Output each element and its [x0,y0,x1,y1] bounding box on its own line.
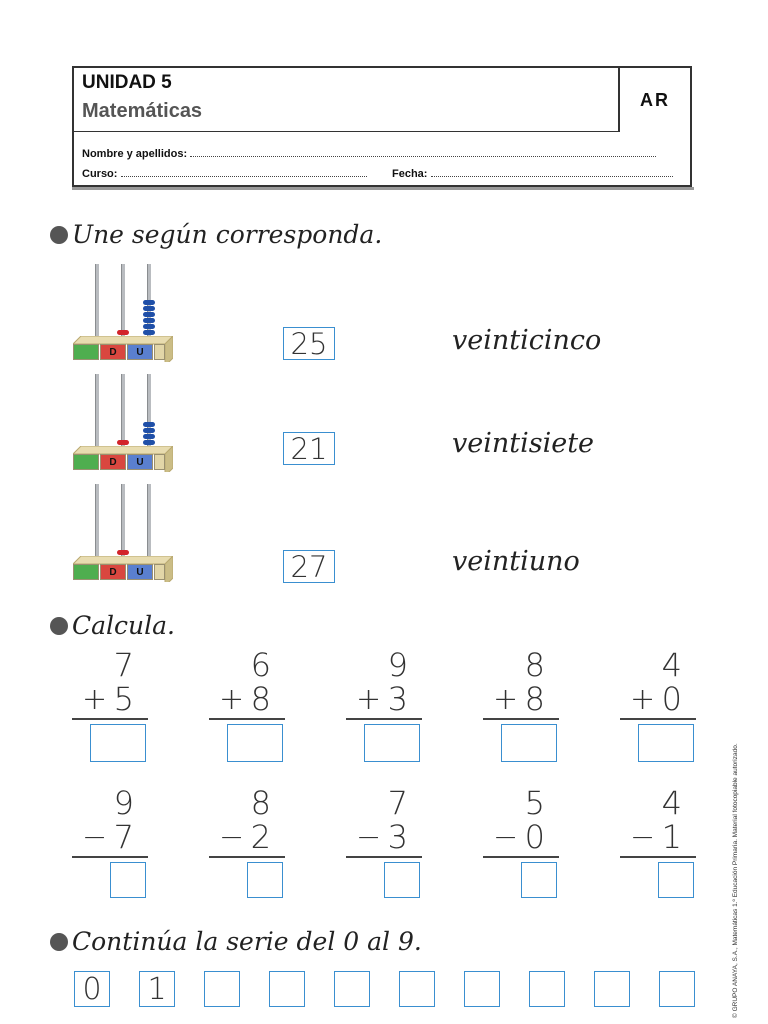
minus-sign: − [493,820,519,855]
instruction-match: Une según corresponda. [72,220,383,249]
tens-bead [117,330,129,335]
word-3[interactable]: veintiuno [452,546,580,577]
addition-problem-3 [346,648,422,788]
hundreds-rod [95,484,99,564]
series-box-7[interactable] [529,971,565,1007]
units-bead [143,422,155,427]
second-operand: 0 [661,680,682,718]
result-line [620,718,696,720]
hundreds-rod [95,264,99,344]
abacus-3 [73,482,173,590]
name-label: Nombre y apellidos: [82,148,188,160]
answer-box[interactable] [364,724,420,762]
number-box-2[interactable]: 21 [283,432,335,465]
units-bead [143,306,155,311]
second-operand: 2 [250,818,271,856]
answer-box[interactable] [501,724,557,762]
tens-bead [117,550,129,555]
answer-box[interactable] [384,862,420,898]
plus-sign: + [356,682,382,717]
second-operand: 3 [387,680,408,718]
first-operand: 5 [524,784,545,822]
series-box-3[interactable] [269,971,305,1007]
word-2[interactable]: veintisiete [452,428,595,459]
level-code: AR [640,89,670,110]
abacus-base-end [154,454,165,470]
units-bead [143,324,155,329]
tens-cell: D [100,344,126,360]
subject-title: Matemáticas [82,100,203,122]
header-box [72,66,692,187]
units-cell: U [127,454,153,470]
result-line [483,718,559,720]
instruction-series: Continúa la serie del 0 al 9. [72,927,422,956]
answer-box[interactable] [521,862,557,898]
hundreds-cell [73,454,99,470]
bullet-icon [50,617,68,635]
answer-box[interactable] [90,724,146,762]
units-bead [143,434,155,439]
abacus-base-end [154,344,165,360]
minus-sign: − [356,820,382,855]
answer-box[interactable] [247,862,283,898]
tens-bead [117,440,129,445]
minus-sign: − [630,820,656,855]
subtraction-problem-3 [346,786,422,926]
addition-problem-4 [483,648,559,788]
course-line [121,168,367,177]
addition-problem-5 [620,648,696,788]
abacus-base [73,342,169,366]
result-line [483,856,559,858]
minus-sign: − [82,820,108,855]
abacus-1 [73,262,173,370]
series-box-4[interactable] [334,971,370,1007]
header-shadow-line [72,187,694,190]
plus-sign: + [219,682,245,717]
plus-sign: + [82,682,108,717]
second-operand: 0 [524,818,545,856]
series-box-0[interactable]: 0 [74,971,110,1007]
number-box-3[interactable]: 27 [283,550,335,583]
instruction-calculate: Calcula. [72,611,175,640]
subtraction-problem-2 [209,786,285,926]
second-operand: 8 [250,680,271,718]
result-line [346,856,422,858]
units-bead [143,440,155,445]
second-operand: 8 [524,680,545,718]
abacus-2 [73,372,173,480]
plus-sign: + [630,682,656,717]
result-line [620,856,696,858]
bullet-icon [50,226,68,244]
series-box-8[interactable] [594,971,630,1007]
minus-sign: − [219,820,245,855]
name-field[interactable] [82,148,656,160]
copyright-note: © GRUPO ANAYA, S.A., Matemáticas 1.º Educación Primaria. Material fotocopiable autorizado. [732,743,739,1018]
series-box-9[interactable] [659,971,695,1007]
first-operand: 4 [661,784,682,822]
answer-box[interactable] [658,862,694,898]
answer-box[interactable] [227,724,283,762]
first-operand: 7 [113,646,134,684]
second-operand: 5 [113,680,134,718]
abacus-base [73,562,169,586]
units-bead [143,428,155,433]
result-line [72,856,148,858]
answer-box[interactable] [110,862,146,898]
result-line [346,718,422,720]
number-box-1[interactable]: 25 [283,327,335,360]
course-field[interactable] [82,168,367,180]
hundreds-rod [95,374,99,454]
second-operand: 3 [387,818,408,856]
units-cell: U [127,344,153,360]
result-line [209,856,285,858]
result-line [209,718,285,720]
plus-sign: + [493,682,519,717]
addition-problem-1 [72,648,148,788]
name-line [190,148,656,157]
units-bead [143,318,155,323]
unit-title: UNIDAD 5 [82,72,172,93]
tens-cell: D [100,564,126,580]
abacus-base-end [154,564,165,580]
first-operand: 4 [661,646,682,684]
first-operand: 9 [387,646,408,684]
series-box-1[interactable]: 1 [139,971,175,1007]
date-line [431,168,673,177]
units-bead [143,330,155,335]
first-operand: 8 [250,784,271,822]
first-operand: 9 [113,784,134,822]
units-cell: U [127,564,153,580]
first-operand: 8 [524,646,545,684]
bullet-icon [50,933,68,951]
abacus-base [73,452,169,476]
units-bead [143,300,155,305]
units-bead [143,312,155,317]
series-box-6[interactable] [464,971,500,1007]
subtraction-problem-5 [620,786,696,926]
series-box-5[interactable] [399,971,435,1007]
tens-cell: D [100,454,126,470]
first-operand: 7 [387,784,408,822]
date-field[interactable] [392,168,673,180]
hundreds-cell [73,344,99,360]
subtraction-problem-1 [72,786,148,926]
units-rod [147,484,151,564]
date-label: Fecha: [392,168,428,180]
result-line [72,718,148,720]
second-operand: 7 [113,818,134,856]
second-operand: 1 [661,818,682,856]
series-box-2[interactable] [204,971,240,1007]
hundreds-cell [73,564,99,580]
word-1[interactable]: veinticinco [452,325,602,356]
addition-problem-2 [209,648,285,788]
first-operand: 6 [250,646,271,684]
answer-box[interactable] [638,724,694,762]
course-label: Curso: [82,168,118,180]
subtraction-problem-4 [483,786,559,926]
header-title-cell [74,68,620,132]
